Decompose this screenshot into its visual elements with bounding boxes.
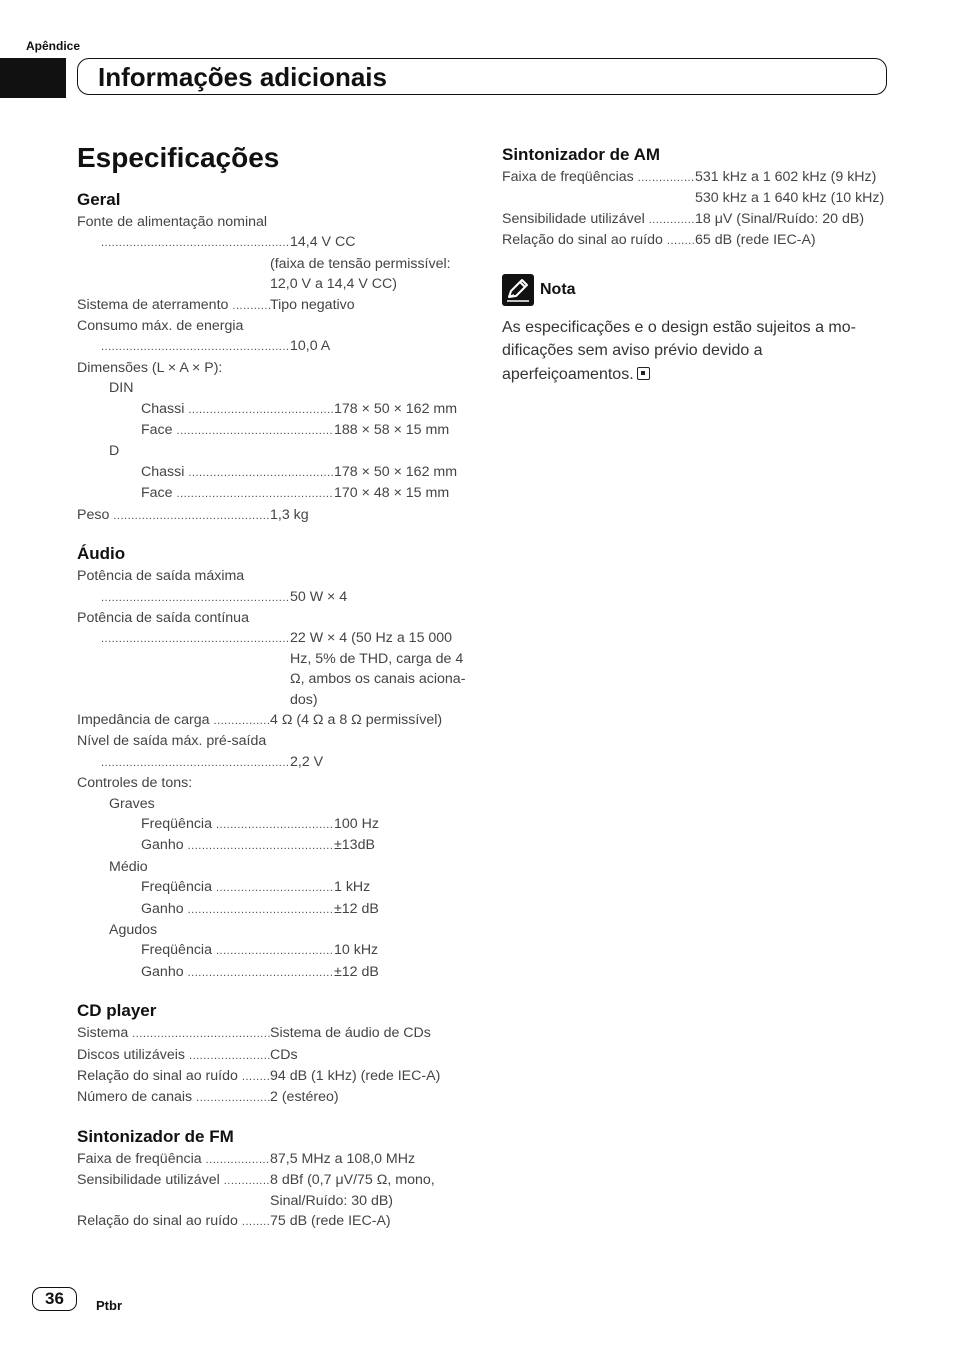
spec-value: 10,0 A — [290, 338, 331, 355]
section-header-title: Informações adicionais — [98, 62, 387, 92]
spec-row — [502, 209, 897, 230]
spec-row — [77, 814, 472, 835]
spec-row — [77, 752, 472, 773]
spec-value: Tipo negativo — [270, 296, 355, 313]
note-text — [502, 316, 897, 387]
section-title-audio: Áudio — [77, 544, 126, 564]
spec-value: ±12 dB — [334, 900, 379, 917]
spec-label: Número de canais — [77, 1089, 193, 1106]
spec-label: Nível de saída máx. pré-saída — [77, 733, 267, 750]
spec-row — [77, 710, 472, 731]
spec-row — [77, 254, 472, 274]
page-number: 36 — [32, 1287, 77, 1311]
left-column — [77, 140, 472, 1232]
spec-label: Chassi — [141, 400, 185, 417]
section-header — [77, 58, 887, 95]
spec-row — [502, 188, 897, 208]
spec-value: 178 × 50 × 162 mm — [334, 400, 458, 417]
spec-value: 50 W × 4 — [290, 588, 348, 605]
spec-value: 14,4 V CC — [290, 234, 356, 251]
spec-value: 2 (estéreo) — [270, 1089, 339, 1106]
spec-sublabel: DIN — [109, 380, 134, 397]
spec-value: 87,5 MHz a 108,0 MHz — [270, 1150, 416, 1167]
spec-row — [502, 230, 897, 251]
spec-value: 170 × 48 × 15 mm — [334, 485, 450, 502]
spec-row — [77, 274, 472, 294]
spec-row — [77, 420, 472, 441]
spec-label: Chassi — [141, 463, 185, 480]
spec-label: Impedância de carga — [77, 711, 210, 728]
spec-label: Sistema — [77, 1025, 129, 1042]
spec-label: Faixa de freqüências — [502, 169, 634, 185]
spec-value: 530 kHz a 1 640 kHz (10 kHz) — [695, 190, 885, 207]
spec-row — [77, 1149, 472, 1170]
spec-label: Potência de saída contínua — [77, 609, 249, 626]
spec-row — [77, 295, 472, 316]
spec-value: 8 dBf (0,7 μV/75 Ω, mono, Sinal/Ruído: 30 dB) — [270, 1172, 435, 1209]
spec-label: Face — [141, 422, 173, 439]
pencil-note-icon — [502, 274, 534, 306]
section-title-cd-player: CD player — [77, 1001, 157, 1021]
spec-row — [77, 1023, 472, 1044]
spec-value: 2,2 V — [290, 753, 324, 770]
spec-row — [77, 505, 472, 526]
spec-row — [77, 1211, 472, 1232]
section-title-geral: Geral — [77, 190, 121, 209]
spec-label: Sensibilidade utilizável — [77, 1172, 220, 1189]
spec-sublabel: D — [109, 443, 120, 460]
language-code: Ptbr — [96, 1298, 122, 1313]
spec-value: 22 W × 4 (50 Hz a 15 000 Hz, 5% de THD, carga de 4 Ω, ambos os canais aciona-dos) — [290, 630, 466, 708]
spec-label: Freqüência — [141, 815, 212, 832]
spec-label: Relação do sinal ao ruído — [502, 232, 663, 249]
spec-label: Faixa de freqüência — [77, 1150, 202, 1167]
spec-value: Sistema de áudio de CDs — [270, 1025, 431, 1042]
spec-value: 18 μV (Sinal/Ruído: 20 dB) — [695, 210, 865, 227]
end-of-section-icon — [637, 367, 650, 380]
spec-row — [77, 940, 472, 961]
spec-value: 12,0 V a 14,4 V CC) — [270, 276, 397, 293]
spec-row — [77, 877, 472, 898]
spec-row — [77, 899, 472, 920]
spec-value: CDs — [270, 1046, 298, 1063]
note-label: Nota — [540, 280, 576, 298]
spec-row — [77, 1087, 472, 1108]
spec-value: ±13dB — [334, 837, 375, 854]
spec-value: 4 Ω (4 Ω a 8 Ω permissível) — [270, 711, 443, 728]
spec-row — [77, 1170, 472, 1211]
spec-sublabel: Agudos — [109, 922, 158, 938]
right-column — [502, 143, 897, 386]
spec-value: 75 dB (rede IEC-A) — [270, 1213, 391, 1230]
spec-row — [77, 835, 472, 856]
spec-label: Controles de tons: — [77, 775, 193, 792]
section-tab-marker — [0, 58, 66, 98]
spec-row — [77, 962, 472, 983]
spec-sublabel: Graves — [109, 795, 155, 812]
spec-label: Ganho — [141, 963, 184, 980]
spec-value: 178 × 50 × 162 mm — [334, 463, 458, 480]
spec-row — [77, 232, 472, 253]
spec-label: Potência de saída máxima — [77, 568, 245, 585]
spec-label: Sistema de aterramento — [77, 296, 229, 313]
spec-row — [77, 1045, 472, 1066]
spec-row — [77, 1066, 472, 1087]
spec-value: 1,3 kg — [270, 506, 309, 523]
spec-value: 100 Hz — [334, 815, 379, 832]
note-block — [502, 274, 897, 387]
spec-row — [77, 628, 472, 710]
spec-label: Relação do sinal ao ruído — [77, 1068, 238, 1085]
spec-row — [502, 167, 897, 188]
spec-row — [77, 587, 472, 608]
spec-label: Peso — [77, 506, 110, 523]
note-header — [502, 274, 897, 306]
spec-row — [77, 399, 472, 420]
chapter-label: Apêndice — [26, 39, 81, 53]
spec-value: 531 kHz a 1 602 kHz (9 kHz) — [695, 169, 877, 185]
section-title-am: Sintonizador de AM — [502, 145, 661, 164]
spec-label: Sensibilidade utilizável — [502, 210, 645, 227]
spec-sublabel: Médio — [109, 858, 148, 875]
spec-value: 65 dB (rede IEC-A) — [695, 232, 816, 249]
spec-label: Ganho — [141, 837, 184, 854]
spec-row — [77, 462, 472, 483]
spec-label: Consumo máx. de energia — [77, 318, 244, 335]
spec-row — [77, 483, 472, 504]
spec-value: ±12 dB — [334, 963, 379, 980]
spec-value: 188 × 58 × 15 mm — [334, 422, 450, 439]
spec-label: Freqüência — [141, 942, 212, 959]
spec-row — [77, 336, 472, 357]
spec-label: Fonte de alimentação nominal — [77, 214, 268, 230]
spec-value: (faixa de tensão permissível: — [270, 255, 451, 272]
note-body: As especificações e o design estão sujeitos a mo-dificações sem aviso prévio devido a aperfeiçoamentos. — [502, 318, 856, 383]
spec-value: 1 kHz — [334, 879, 371, 896]
page-title: Especificações — [77, 142, 280, 173]
spec-label: Dimensões (L × A × P): — [77, 359, 223, 376]
spec-label: Ganho — [141, 900, 184, 917]
spec-label: Freqüência — [141, 879, 212, 896]
spec-value: 94 dB (1 kHz) (rede IEC-A) — [270, 1068, 441, 1085]
spec-label: Face — [141, 485, 173, 502]
spec-label: Discos utilizáveis — [77, 1046, 186, 1063]
spec-label: Relação do sinal ao ruído — [77, 1213, 238, 1230]
section-title-fm: Sintonizador de FM — [77, 1126, 234, 1146]
spec-value: 10 kHz — [334, 942, 379, 959]
